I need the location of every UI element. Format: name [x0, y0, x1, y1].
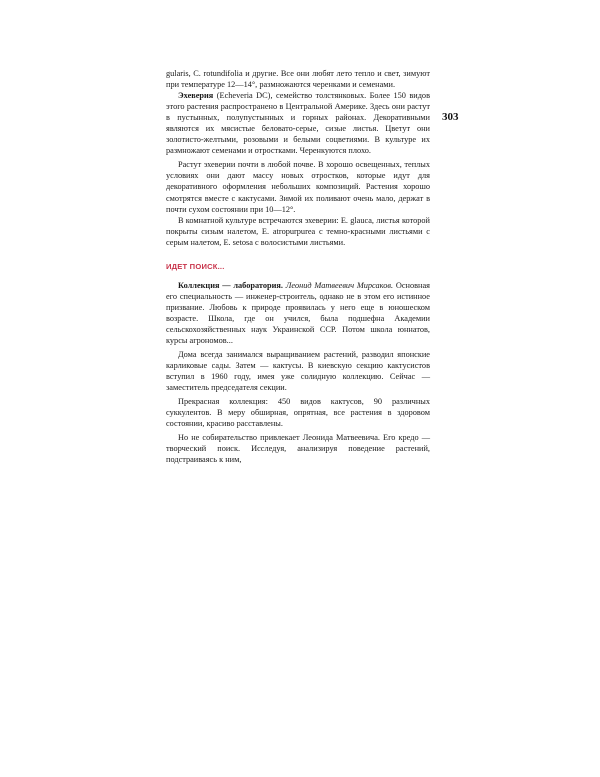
paragraph-indoor-species: В комнатной культуре встречаются эхеверии: E. glauca, листья которой покрыты сизым налетом, E. atropurpurea с темно-красными листьями с серым налетом, E. setosa с волосистыми листьями. — [166, 215, 430, 247]
paragraph-collection-intro — [166, 280, 430, 346]
text-column — [166, 68, 430, 466]
paragraph-collection-intro-text: Основная его специальность — инженер-строитель, однако не в этом его истинное призвание. Любовь к природе проявилась у него еще в юношеском возрасте. Школа, где он учился, была подшефна Академии сельскохозяйственных наук Украинской ССР. Потом школа юннатов, курсы агрономов... — [166, 280, 430, 345]
paragraph-creative-search: Но не собирательство привлекает Леонида Матвеевича. Его кредо — творческий поиск. Исследуя, анализируя поведение растений, подстраиваясь к ним, — [166, 433, 430, 465]
section-heading: ИДЕТ ПОИСК... — [166, 261, 225, 271]
paragraph-collection-size: Прекрасная коллекция: 450 видов кактусов, 90 различных суккулентов. В меру обширная, опрятная, все растения в здоровом состоянии, красиво расставлены. — [166, 397, 430, 429]
term-echeveria: Эхеверия — [178, 91, 214, 101]
term-collection-laboratory: Коллекция — лаборатория. — [178, 280, 283, 290]
paragraph-home-growing: Дома всегда занимался выращиванием растений, разводил японские карликовые сады. Затем — кактусы. В киевскую секцию кактусистов вступил в 1960 году, имея уже солидную коллекцию. Сейчас — заместитель председателя секции. — [166, 350, 430, 393]
paragraph-echeveria — [166, 90, 430, 156]
page-number: 303 — [442, 111, 459, 123]
paragraph-soil: Растут эхеверии почти в любой почве. В хорошо освещенных, теплых условиях они дают массу новых отростков, которые идут для декоративного оформления небольших композиций. Растения хорошо смотрятся вместе с кактусами. Зимой их поливают очень мало, держат в почти сухом состоянии при 10—12°. — [166, 160, 430, 214]
paragraph-continuation: gularis, C. rotundifolia и другие. Все они любят лето тепло и свет, зимуют при температуре 12—14°, размножаются черенками и семенами. — [166, 69, 430, 90]
paragraph-echeveria-text: (Echeveria DC), семейство толстянковых. Более 150 видов этого растения распространено в Центральной Америке. Здесь они растут в пустынных, полупустынных и горных районах. Декоративными являются их мясистые беловато-серые, сизые листья. Цветут они золотисто-желтыми, розовыми и белыми соцветиями. В культуре их размножают семенами и отростками. Черенкуются плохо. — [166, 91, 430, 156]
person-name: Леонид Матвеевич Мирсаков. — [283, 280, 394, 290]
